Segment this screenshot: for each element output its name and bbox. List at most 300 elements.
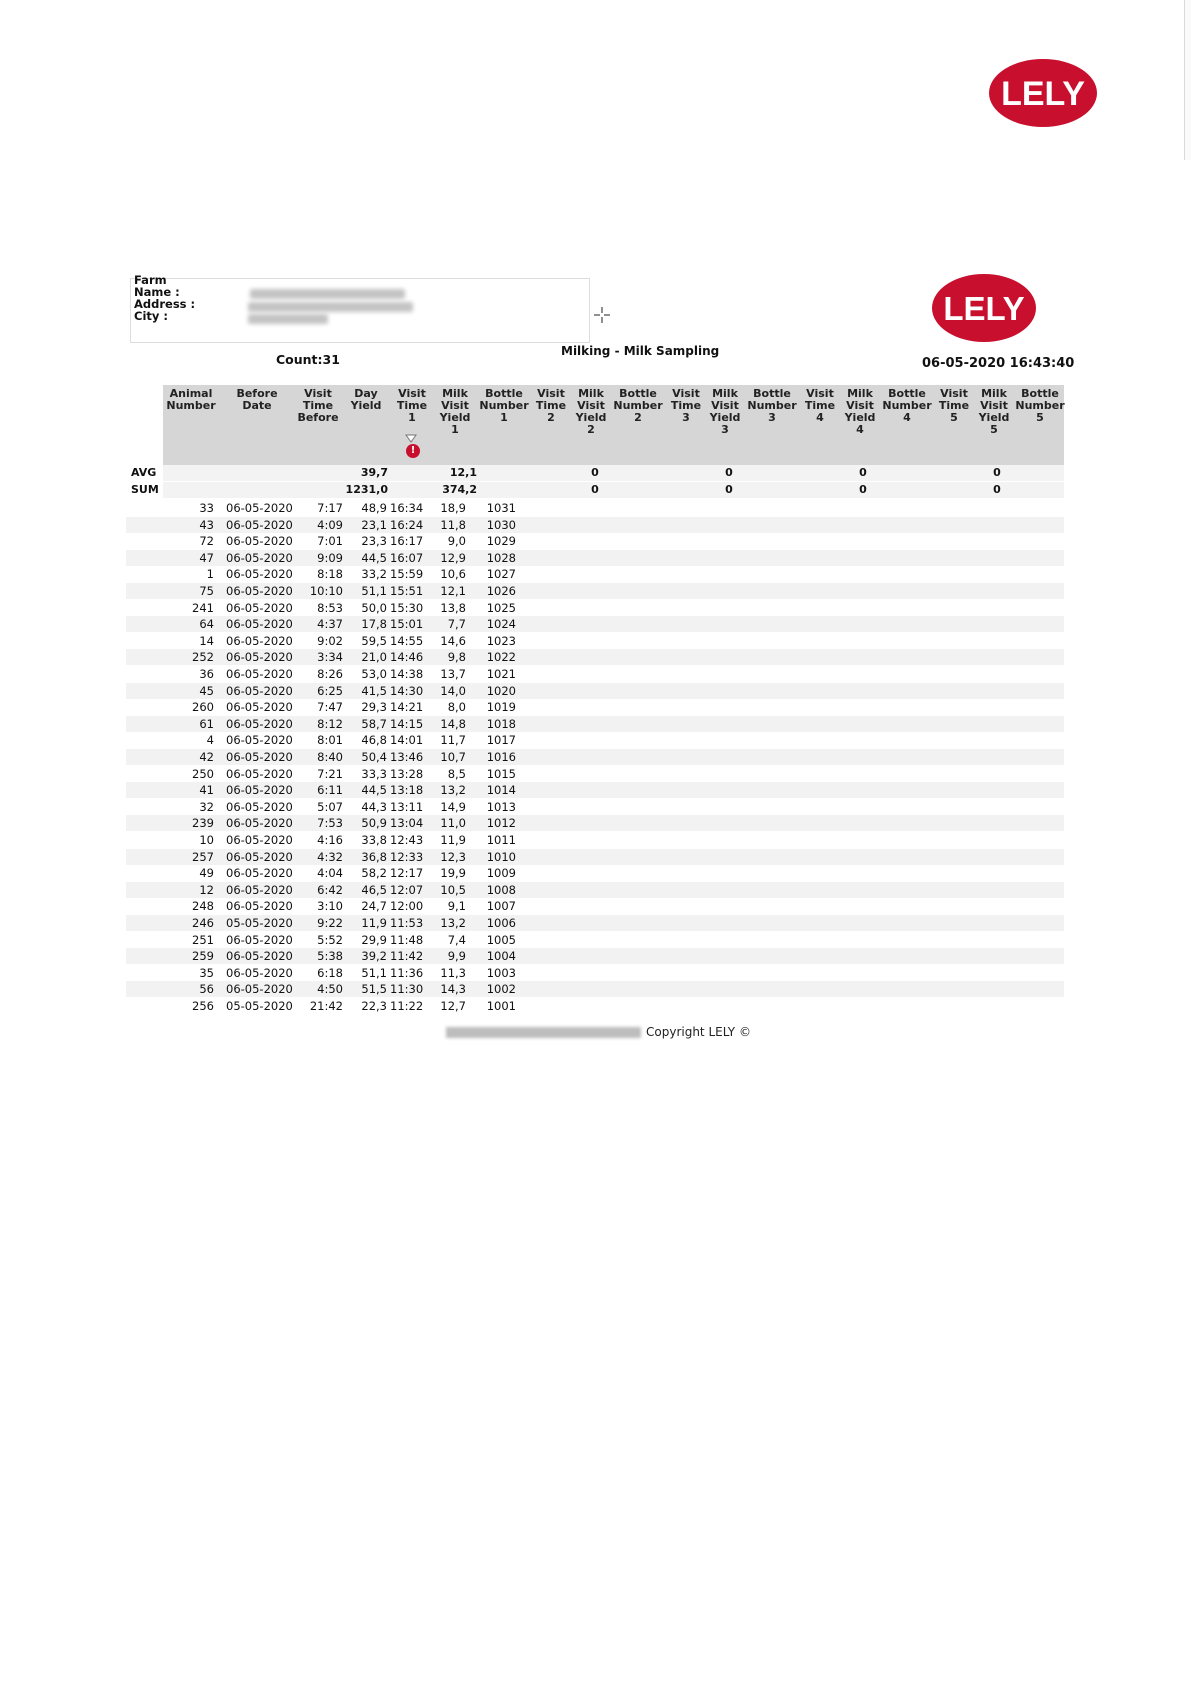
visit-time-1-cell: 14:55: [390, 633, 424, 648]
column-header-line: 5: [950, 411, 958, 424]
table-row[interactable]: [126, 832, 1064, 848]
column-header-line: 3: [682, 411, 690, 424]
visit-time-1-cell: 12:43: [390, 833, 424, 847]
milk-visit-yield-1-cell: 10,5: [440, 882, 466, 897]
animal-number-cell: 12: [199, 882, 214, 897]
day-yield-cell: 39,2: [361, 949, 387, 964]
day-yield-cell: 50,0: [361, 600, 387, 615]
before-date-cell: 06-05-2020: [226, 799, 293, 814]
visit-time-1-cell: 12:00: [390, 899, 424, 914]
visit-time-before-cell: 8:18: [317, 567, 343, 582]
table-row[interactable]: [126, 683, 1064, 699]
animal-number-cell: 10: [199, 833, 214, 847]
table-row[interactable]: [126, 500, 1064, 516]
animal-number-cell: 32: [199, 799, 214, 814]
farm-labels: [134, 274, 195, 322]
before-date-cell: 06-05-2020: [226, 733, 293, 748]
visit-time-before-cell: 6:42: [317, 882, 343, 897]
visit-time-1-cell: 11:30: [390, 982, 424, 997]
visit-time-before-cell: 8:40: [317, 750, 343, 764]
column-header-line: Bottle: [1021, 387, 1059, 400]
day-yield-cell: 11,9: [361, 916, 387, 930]
visit-time-1-cell: 11:48: [390, 932, 424, 947]
table-row[interactable]: [126, 517, 1064, 533]
column-header-line: Yield: [439, 411, 471, 424]
day-yield-cell: 33,8: [361, 833, 387, 847]
day-yield-cell: 50,4: [361, 750, 387, 764]
visit-time-before-cell: 5:52: [317, 932, 343, 947]
day-yield-cell: 46,5: [361, 882, 387, 897]
column-header-line: Number: [479, 399, 529, 412]
milk-visit-yield-1-cell: 9,9: [447, 949, 466, 964]
farm-name-label: Name :: [134, 285, 180, 299]
table-row[interactable]: [126, 566, 1064, 582]
visit-time-1-cell: 12:33: [390, 849, 424, 864]
visit-time-before-cell: 7:53: [317, 816, 343, 831]
before-date-cell: 06-05-2020: [226, 882, 293, 897]
visit-time-before-cell: 10:10: [309, 584, 343, 598]
column-header-line: Visit: [846, 399, 874, 412]
visit-time-1-cell: 11:22: [390, 999, 424, 1013]
column-header-line: Time: [302, 399, 334, 412]
table-row[interactable]: [126, 633, 1064, 649]
day-yield-cell: 51,1: [361, 965, 387, 980]
visit-time-before-cell: 21:42: [309, 999, 343, 1013]
bottle-number-1-cell: 1019: [486, 700, 516, 715]
visit-time-1-cell: 11:53: [390, 916, 424, 930]
visit-time-before-cell: 4:16: [317, 833, 343, 847]
column-header-line: Number: [882, 399, 932, 412]
crosshair-cursor-icon: [593, 306, 611, 324]
day-yield-cell: 33,2: [361, 567, 387, 582]
avg-yield-4: 0: [859, 466, 867, 479]
before-date-cell: 06-05-2020: [226, 949, 293, 964]
table-row[interactable]: [126, 965, 1064, 981]
animal-number-cell: 43: [199, 517, 214, 532]
avg-yield-3: 0: [725, 466, 733, 479]
bottle-number-1-cell: 1008: [486, 882, 516, 897]
visit-time-1-cell: 15:30: [390, 600, 424, 615]
visit-time-1-cell: 13:18: [390, 783, 424, 798]
day-yield-cell: 44,5: [361, 550, 387, 565]
day-yield-cell: 23,3: [361, 534, 387, 549]
bottle-number-1-cell: 1027: [486, 567, 516, 582]
visit-time-before-cell: 9:02: [317, 633, 343, 648]
milk-visit-yield-1-cell: 11,7: [440, 733, 466, 748]
column-header-line: Number: [613, 399, 663, 412]
day-yield-cell: 59,5: [361, 633, 387, 648]
table-row[interactable]: [126, 666, 1064, 682]
visit-time-1-cell: 16:17: [390, 534, 424, 549]
column-header-line: 2: [634, 411, 642, 424]
milk-visit-yield-1-cell: 12,3: [440, 849, 466, 864]
animal-number-cell: 33: [199, 501, 214, 515]
milk-visit-yield-1-cell: 14,0: [440, 683, 466, 698]
bottle-number-1-cell: 1023: [486, 633, 516, 648]
column-header-line: Yield: [844, 411, 876, 424]
day-yield-cell: 44,3: [361, 799, 387, 814]
table-row[interactable]: [126, 583, 1064, 599]
bottle-number-1-cell: 1006: [486, 916, 516, 930]
column-header-line: Yield: [350, 399, 382, 412]
visit-time-1-cell: 16:24: [390, 517, 424, 532]
column-header-line: Yield: [978, 411, 1010, 424]
milk-visit-yield-1-cell: 12,1: [440, 584, 466, 598]
redacted-name: [250, 289, 405, 299]
before-date-cell: 06-05-2020: [226, 517, 293, 532]
column-header-line: 4: [816, 411, 824, 424]
sum-yield-3: 0: [725, 483, 733, 496]
milk-visit-yield-1-cell: 9,1: [447, 899, 466, 914]
table-row[interactable]: [126, 699, 1064, 715]
visit-time-before-cell: 4:50: [317, 982, 343, 997]
before-date-cell: 06-05-2020: [226, 584, 293, 598]
bottle-number-1-cell: 1003: [486, 965, 516, 980]
column-header[interactable]: [161, 388, 221, 412]
before-date-cell: 06-05-2020: [226, 965, 293, 980]
column-header-line: Time: [396, 399, 428, 412]
svg-text:LELY: LELY: [1001, 75, 1085, 113]
visit-time-before-cell: 9:09: [317, 550, 343, 565]
animal-number-cell: 61: [199, 716, 214, 731]
column-header-line: Bottle: [619, 387, 657, 400]
column-header-line: Visit: [304, 387, 332, 400]
table-row[interactable]: [126, 649, 1064, 665]
bottle-number-1-cell: 1028: [486, 550, 516, 565]
svg-text:LELY: LELY: [943, 290, 1025, 327]
visit-time-1-cell: 14:21: [390, 700, 424, 715]
table-row[interactable]: [126, 849, 1064, 865]
visit-time-1-cell: 14:01: [390, 733, 424, 748]
before-date-cell: 06-05-2020: [226, 700, 293, 715]
bottle-number-1-cell: 1005: [486, 932, 516, 947]
animal-number-cell: 49: [199, 866, 214, 881]
milk-visit-yield-1-cell: 8,0: [447, 700, 466, 715]
visit-time-before-cell: 6:18: [317, 965, 343, 980]
day-yield-cell: 44,5: [361, 783, 387, 798]
bottle-number-1-cell: 1031: [486, 501, 516, 515]
table-row[interactable]: [126, 865, 1064, 881]
table-row[interactable]: [126, 981, 1064, 997]
visit-time-before-cell: 8:01: [317, 733, 343, 748]
before-date-cell: 06-05-2020: [226, 716, 293, 731]
animal-number-cell: 239: [192, 816, 214, 831]
day-yield-cell: 58,2: [361, 866, 387, 881]
column-header-line: Milk: [847, 387, 873, 400]
visit-time-1-cell: 12:07: [390, 882, 424, 897]
visit-time-before-cell: 9:22: [317, 916, 343, 930]
column-header-line: 2: [587, 423, 595, 436]
milk-visit-yield-1-cell: 18,9: [440, 501, 466, 515]
milk-visit-yield-1-cell: 14,6: [440, 633, 466, 648]
column-header-line: Visit: [672, 387, 700, 400]
avg-row: [126, 465, 1064, 481]
column-header-line: 3: [768, 411, 776, 424]
animal-number-cell: 36: [199, 667, 214, 681]
animal-number-cell: 41: [199, 783, 214, 798]
record-count: Count:31: [276, 352, 340, 367]
milk-visit-yield-1-cell: 13,2: [440, 916, 466, 930]
column-header-line: Before: [236, 387, 278, 400]
visit-time-1-cell: 16:07: [390, 550, 424, 565]
visit-time-before-cell: 7:17: [317, 501, 343, 515]
bottle-number-1-cell: 1015: [486, 766, 516, 781]
visit-time-1-cell: 15:01: [390, 617, 424, 632]
column-header-line: Number: [166, 399, 216, 412]
visit-time-before-cell: 7:21: [317, 766, 343, 781]
column-header-line: 1: [408, 411, 416, 424]
redacted-address: [248, 302, 413, 312]
milk-visit-yield-1-cell: 8,5: [447, 766, 466, 781]
animal-number-cell: 72: [199, 534, 214, 549]
animal-number-cell: 252: [192, 650, 214, 665]
table-row[interactable]: [126, 998, 1064, 1014]
day-yield-cell: 23,1: [361, 517, 387, 532]
visit-time-1-cell: 14:38: [390, 667, 424, 681]
bottle-number-1-cell: 1030: [486, 517, 516, 532]
bottle-number-1-cell: 1016: [486, 750, 516, 764]
lely-report-logo: [931, 273, 1037, 343]
visit-time-before-cell: 6:11: [317, 783, 343, 798]
column-header-line: Milk: [981, 387, 1007, 400]
bottle-number-1-cell: 1009: [486, 866, 516, 881]
before-date-cell: 06-05-2020: [226, 750, 293, 764]
before-date-cell: 06-05-2020: [226, 899, 293, 914]
day-yield-cell: 48,9: [361, 501, 387, 515]
before-date-cell: 06-05-2020: [226, 600, 293, 615]
day-yield-cell: 29,3: [361, 700, 387, 715]
column-header-line: Milk: [712, 387, 738, 400]
column-header-line: Milk: [442, 387, 468, 400]
column-header[interactable]: [227, 388, 287, 412]
animal-number-cell: 259: [192, 949, 214, 964]
before-date-cell: 06-05-2020: [226, 633, 293, 648]
sum-yield-4: 0: [859, 483, 867, 496]
day-yield-cell: 41,5: [361, 683, 387, 698]
animal-number-cell: 4: [206, 733, 214, 748]
animal-number-cell: 75: [199, 584, 214, 598]
sum-yield-2: 0: [591, 483, 599, 496]
column-header-line: Number: [747, 399, 797, 412]
milk-visit-yield-1-cell: 9,8: [447, 650, 466, 665]
milk-visit-yield-1-cell: 12,7: [440, 999, 466, 1013]
day-yield-cell: 21,0: [361, 650, 387, 665]
milk-visit-yield-1-cell: 14,3: [440, 982, 466, 997]
bottle-number-1-cell: 1007: [486, 899, 516, 914]
column-header-line: 4: [856, 423, 864, 436]
animal-number-cell: 56: [199, 982, 214, 997]
sort-descending-icon[interactable]: [405, 429, 417, 439]
column-header-line: Animal: [169, 387, 213, 400]
bottle-number-1-cell: 1004: [486, 949, 516, 964]
column-header-line: 5: [990, 423, 998, 436]
bottle-number-1-cell: 1022: [486, 650, 516, 665]
milk-visit-yield-1-cell: 14,8: [440, 716, 466, 731]
table-row[interactable]: [126, 749, 1064, 765]
milk-visit-yield-1-cell: 7,4: [447, 932, 466, 947]
avg-day-yield: 39,7: [360, 466, 388, 479]
column-header-line: Bottle: [753, 387, 791, 400]
table-row[interactable]: [126, 716, 1064, 732]
before-date-cell: 06-05-2020: [226, 617, 293, 632]
visit-time-1-cell: 13:28: [390, 766, 424, 781]
milk-visit-yield-1-cell: 11,9: [440, 833, 466, 847]
column-header-line: Number: [1015, 399, 1065, 412]
before-date-cell: 06-05-2020: [226, 932, 293, 947]
bottle-number-1-cell: 1001: [486, 999, 516, 1013]
visit-time-1-cell: 13:11: [390, 799, 424, 814]
column-header-line: Bottle: [485, 387, 523, 400]
page-footer: [446, 1025, 751, 1039]
table-row[interactable]: [126, 815, 1064, 831]
bottle-number-1-cell: 1012: [486, 816, 516, 831]
visit-time-before-cell: 4:09: [317, 517, 343, 532]
visit-time-before-cell: 3:34: [317, 650, 343, 665]
column-header-line: Visit: [940, 387, 968, 400]
animal-number-cell: 256: [192, 999, 214, 1013]
before-date-cell: 06-05-2020: [226, 501, 293, 515]
day-yield-cell: 24,7: [361, 899, 387, 914]
day-yield-cell: 36,8: [361, 849, 387, 864]
visit-time-1-cell: 13:46: [390, 750, 424, 764]
day-yield-cell: 17,8: [361, 617, 387, 632]
table-row[interactable]: [126, 550, 1064, 566]
sum-yield-5: 0: [993, 483, 1001, 496]
avg-yield-5: 0: [993, 466, 1001, 479]
column-header-line: Visit: [806, 387, 834, 400]
table-row[interactable]: [126, 600, 1064, 616]
visit-time-before-cell: 8:12: [317, 716, 343, 731]
before-date-cell: 05-05-2020: [226, 999, 293, 1013]
column-header-line: 1: [451, 423, 459, 436]
milk-visit-yield-1-cell: 11,0: [440, 816, 466, 831]
milk-visit-yield-1-cell: 14,9: [440, 799, 466, 814]
visit-time-before-cell: 4:37: [317, 617, 343, 632]
column-header-line: 5: [1036, 411, 1044, 424]
day-yield-cell: 29,9: [361, 932, 387, 947]
animal-number-cell: 42: [199, 750, 214, 764]
column-header-line: 2: [547, 411, 555, 424]
visit-time-1-cell: 14:15: [390, 716, 424, 731]
farm-label: Farm: [134, 273, 167, 287]
copyright-text: Copyright LELY ©: [646, 1025, 751, 1039]
bottle-number-1-cell: 1014: [486, 783, 516, 798]
report-title: Milking - Milk Sampling: [561, 344, 720, 358]
column-header-line: Date: [242, 399, 272, 412]
sum-row: [126, 482, 1064, 498]
visit-time-1-cell: 11:36: [390, 965, 424, 980]
before-date-cell: 06-05-2020: [226, 534, 293, 549]
sum-day-yield: 1231,0: [345, 483, 388, 496]
before-date-cell: 06-05-2020: [226, 866, 293, 881]
day-yield-cell: 58,7: [361, 716, 387, 731]
lely-logo: [988, 58, 1098, 128]
bottle-number-1-cell: 1026: [486, 584, 516, 598]
day-yield-cell: 53,0: [361, 667, 387, 681]
visit-time-before-cell: 5:38: [317, 949, 343, 964]
milk-visit-yield-1-cell: 13,2: [440, 783, 466, 798]
animal-number-cell: 14: [199, 633, 214, 648]
visit-time-before-cell: 8:53: [317, 600, 343, 615]
visit-time-before-cell: 5:07: [317, 799, 343, 814]
before-date-cell: 06-05-2020: [226, 816, 293, 831]
table-row[interactable]: [126, 898, 1064, 914]
column-header-line: Visit: [398, 387, 426, 400]
visit-time-before-cell: 3:10: [317, 899, 343, 914]
day-yield-cell: 51,5: [361, 982, 387, 997]
column-header-line: Bottle: [888, 387, 926, 400]
table-row[interactable]: [126, 732, 1064, 748]
column-header[interactable]: [1010, 388, 1070, 424]
visit-time-1-cell: 15:59: [390, 567, 424, 582]
table-row[interactable]: [126, 882, 1064, 898]
table-header: [163, 385, 1064, 465]
table-row[interactable]: [126, 533, 1064, 549]
milk-visit-yield-1-cell: 9,0: [447, 534, 466, 549]
visit-time-1-cell: 16:34: [390, 501, 424, 515]
table-row[interactable]: [126, 915, 1064, 931]
day-yield-cell: 50,9: [361, 816, 387, 831]
milk-visit-yield-1-cell: 10,7: [440, 750, 466, 764]
table-row[interactable]: [126, 799, 1064, 815]
column-header-line: Time: [535, 399, 567, 412]
column-header-line: 4: [903, 411, 911, 424]
column-header-line: Before: [297, 411, 339, 424]
column-header-line: Visit: [537, 387, 565, 400]
avg-milk-visit-yield-1: 12,1: [449, 466, 477, 479]
before-date-cell: 06-05-2020: [226, 849, 293, 864]
table-row[interactable]: [126, 782, 1064, 798]
column-header-line: Time: [670, 399, 702, 412]
column-header-line: Visit: [441, 399, 469, 412]
bottle-number-1-cell: 1021: [486, 667, 516, 681]
bottle-number-1-cell: 1018: [486, 716, 516, 731]
column-header-line: Yield: [575, 411, 607, 424]
table-row[interactable]: [126, 616, 1064, 632]
animal-number-cell: 246: [192, 916, 214, 930]
bottle-number-1-cell: 1011: [486, 833, 516, 847]
warning-icon: !: [406, 444, 420, 458]
bottle-number-1-cell: 1013: [486, 799, 516, 814]
visit-time-before-cell: 4:04: [317, 866, 343, 881]
avg-label: AVG: [131, 466, 157, 479]
milk-visit-yield-1-cell: 13,7: [440, 667, 466, 681]
redacted-footer: [446, 1027, 641, 1038]
milk-visit-yield-1-cell: 19,9: [440, 866, 466, 881]
animal-number-cell: 47: [199, 550, 214, 565]
column-header-line: Time: [938, 399, 970, 412]
before-date-cell: 06-05-2020: [226, 783, 293, 798]
redacted-city: [248, 314, 328, 324]
table-row[interactable]: [126, 766, 1064, 782]
bottle-number-1-cell: 1020: [486, 683, 516, 698]
before-date-cell: 06-05-2020: [226, 683, 293, 698]
visit-time-1-cell: 13:04: [390, 816, 424, 831]
visit-time-1-cell: 12:17: [390, 866, 424, 881]
bottle-number-1-cell: 1002: [486, 982, 516, 997]
table-row[interactable]: [126, 948, 1064, 964]
animal-number-cell: 64: [199, 617, 214, 632]
bottle-number-1-cell: 1024: [486, 617, 516, 632]
animal-number-cell: 241: [192, 600, 214, 615]
table-row[interactable]: [126, 932, 1064, 948]
bottle-number-1-cell: 1010: [486, 849, 516, 864]
day-yield-cell: 46,8: [361, 733, 387, 748]
before-date-cell: 06-05-2020: [226, 650, 293, 665]
milk-visit-yield-1-cell: 11,3: [440, 965, 466, 980]
visit-time-before-cell: 7:01: [317, 534, 343, 549]
column-header-line: 1: [500, 411, 508, 424]
